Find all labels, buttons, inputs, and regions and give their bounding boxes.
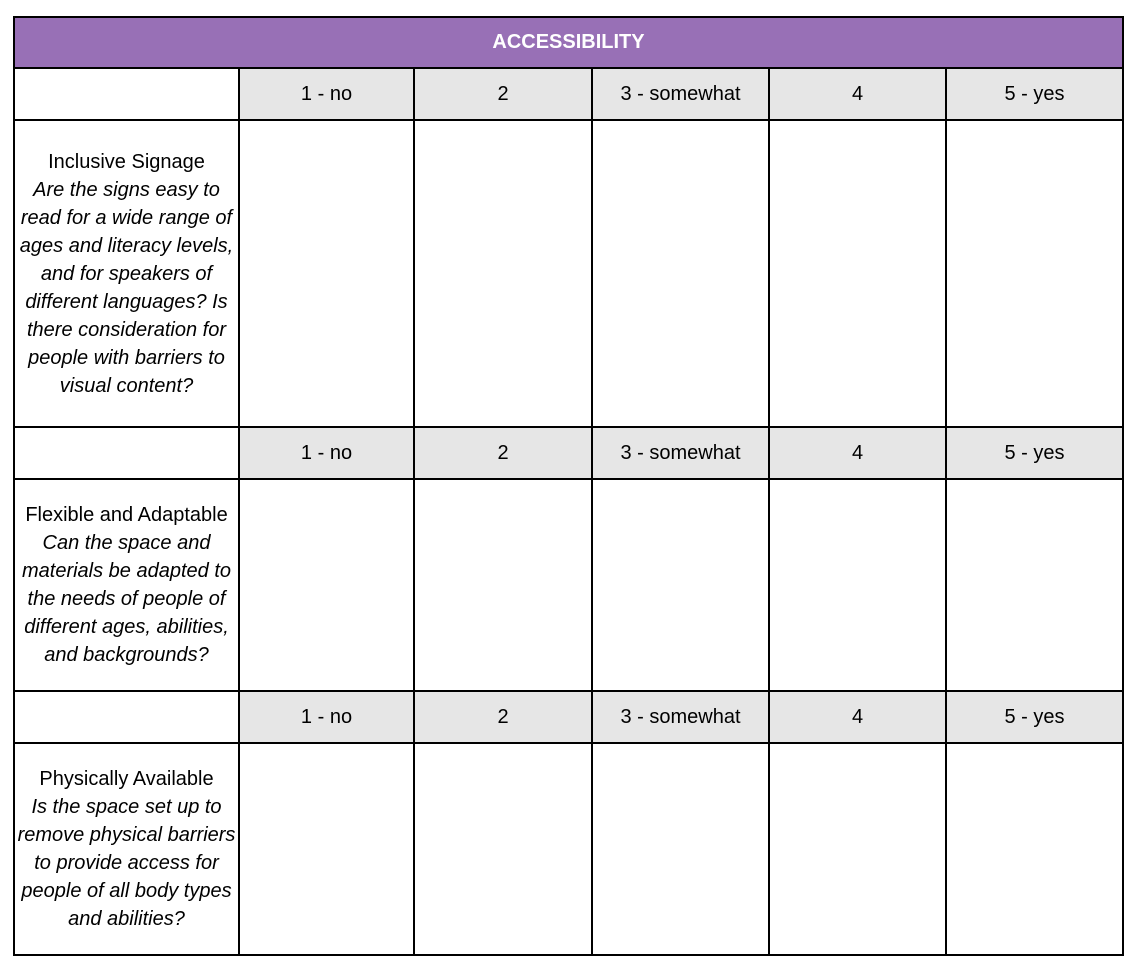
rating-cell-3[interactable] xyxy=(592,120,769,427)
criterion-row xyxy=(14,479,1123,691)
accessibility-table xyxy=(13,16,1124,956)
scale-label-1: 1 - no xyxy=(239,427,414,479)
rating-cell-2[interactable] xyxy=(414,479,592,691)
rating-cell-4[interactable] xyxy=(769,479,946,691)
scale-label-2: 2 xyxy=(414,427,592,479)
rating-cell-4[interactable] xyxy=(769,120,946,427)
rating-cell-4[interactable] xyxy=(769,743,946,955)
scale-label-4: 4 xyxy=(769,691,946,743)
criterion-name: Flexible and Adaptable xyxy=(25,504,228,526)
rating-cell-5[interactable] xyxy=(946,120,1123,427)
scale-header-row xyxy=(14,427,1123,479)
scale-label-5: 5 - yes xyxy=(946,427,1123,479)
rating-cell-1[interactable] xyxy=(239,743,414,955)
criterion-row xyxy=(14,120,1123,427)
criterion-description: Is the space set up to remove physical barriers to provide access for people of all body types and abilities? xyxy=(17,796,236,930)
scale-label-5: 5 - yes xyxy=(946,68,1123,120)
table-title: ACCESSIBILITY xyxy=(14,17,1123,68)
scale-label-2: 2 xyxy=(414,691,592,743)
scale-label-2: 2 xyxy=(414,68,592,120)
rating-cell-2[interactable] xyxy=(414,743,592,955)
rating-cell-3[interactable] xyxy=(592,743,769,955)
scale-header-row xyxy=(14,68,1123,120)
scale-label-3: 3 - somewhat xyxy=(592,68,769,120)
scale-label-3: 3 - somewhat xyxy=(592,427,769,479)
blank-cell xyxy=(14,427,239,479)
criterion-row xyxy=(14,743,1123,955)
rating-cell-2[interactable] xyxy=(414,120,592,427)
scale-label-3: 3 - somewhat xyxy=(592,691,769,743)
scale-header-row xyxy=(14,691,1123,743)
rating-cell-5[interactable] xyxy=(946,479,1123,691)
criterion-cell xyxy=(14,120,239,427)
scale-label-5: 5 - yes xyxy=(946,691,1123,743)
criterion-name: Inclusive Signage xyxy=(48,150,205,173)
criterion-description: Can the space and materials be adapted to the needs of people of different ages, abilities, and backgrounds? xyxy=(21,532,232,666)
rating-cell-1[interactable] xyxy=(239,120,414,427)
criterion-description: Are the signs easy to read for a wide range of ages and literacy levels, and for speakers of different languages? Is there consideration for people with barriers to visual content? xyxy=(19,178,234,397)
criterion-name: Physically Available xyxy=(39,768,214,790)
scale-label-4: 4 xyxy=(769,68,946,120)
scale-label-1: 1 - no xyxy=(239,691,414,743)
rating-cell-1[interactable] xyxy=(239,479,414,691)
rating-cell-3[interactable] xyxy=(592,479,769,691)
rating-cell-5[interactable] xyxy=(946,743,1123,955)
scale-label-4: 4 xyxy=(769,427,946,479)
criterion-cell xyxy=(14,743,239,955)
blank-cell xyxy=(14,691,239,743)
blank-cell xyxy=(14,68,239,120)
scale-label-1: 1 - no xyxy=(239,68,414,120)
criterion-cell xyxy=(14,479,239,691)
